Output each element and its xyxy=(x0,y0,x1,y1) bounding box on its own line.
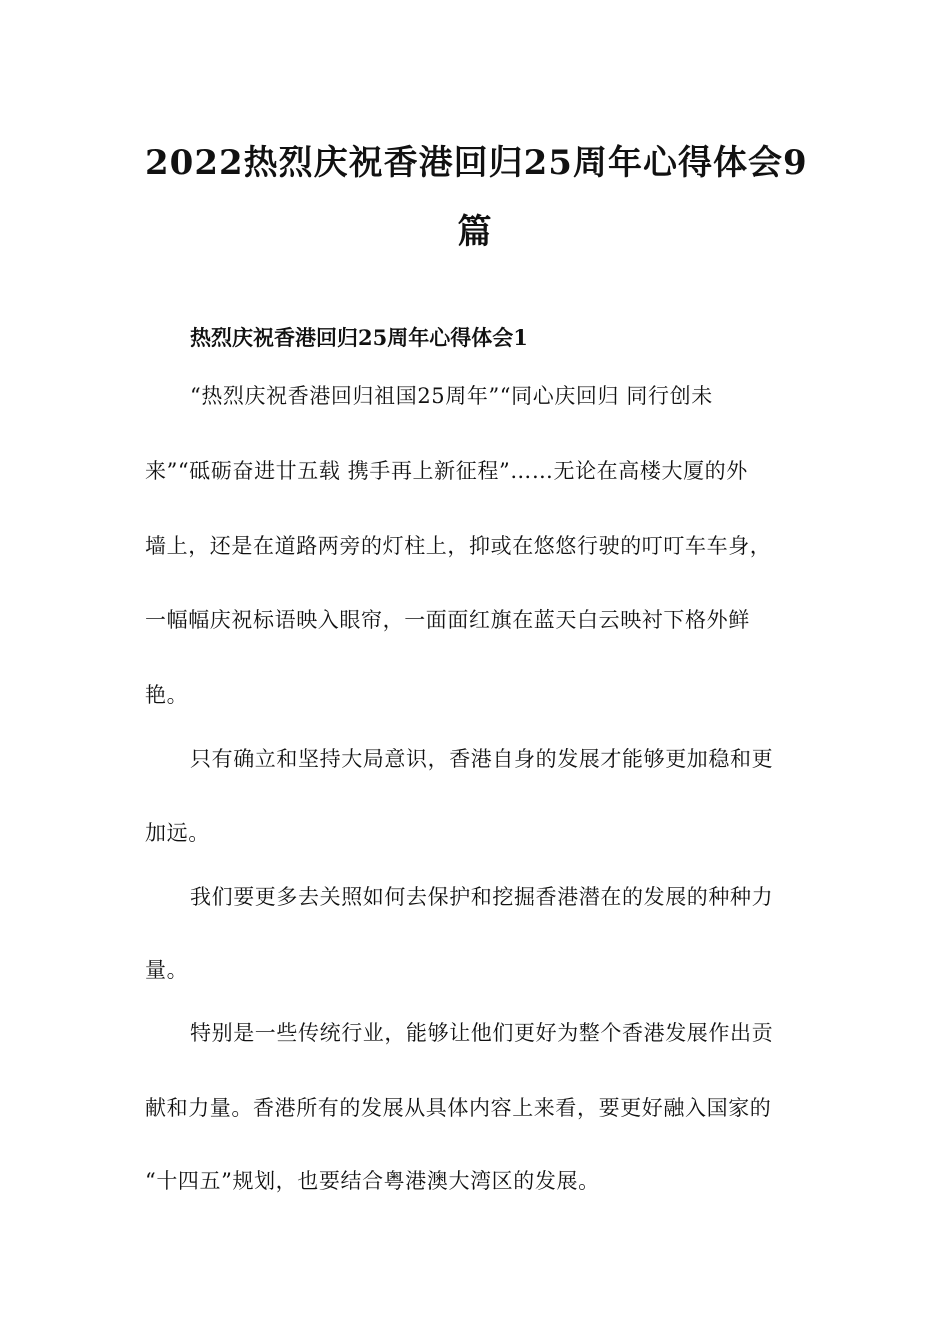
paragraph-1-line-4: 一幅幅庆祝标语映入眼帘，一面面红旗在蓝天白云映衬下格外鲜 xyxy=(145,608,750,632)
paragraph-1-line-5: 艳。 xyxy=(145,683,189,707)
paragraph-1-line-3: 墙上，还是在道路两旁的灯柱上，抑或在悠悠行驶的叮叮车车身， xyxy=(145,534,772,558)
paragraph-1-line-2: 来”“砥砺奋进廿五载 携手再上新征程”……无论在高楼大厦的外 xyxy=(145,459,748,483)
document-title-line-2: 篇 xyxy=(457,212,493,252)
paragraph-2-line-1: 只有确立和坚持大局意识，香港自身的发展才能够更加稳和更 xyxy=(190,747,774,771)
paragraph-4-line-1: 特别是一些传统行业，能够让他们更好为整个香港发展作出贡 xyxy=(190,1021,774,1045)
paragraph-3-line-2: 量。 xyxy=(145,958,189,982)
paragraph-4-line-2: 献和力量。香港所有的发展从具体内容上来看，要更好融入国家的 xyxy=(145,1096,772,1120)
document-title-line-1: 2022热烈庆祝香港回归25周年心得体会9 xyxy=(145,143,808,183)
paragraph-1-line-1: “热烈庆祝香港回归祖国25周年”“同心庆回归 同行创未 xyxy=(190,384,713,408)
section-heading: 热烈庆祝香港回归25周年心得体会1 xyxy=(190,325,528,350)
paragraph-3-line-1: 我们要更多去关照如何去保护和挖掘香港潜在的发展的种种力 xyxy=(190,885,774,909)
paragraph-4-line-3: “十四五”规划，也要结合粤港澳大湾区的发展。 xyxy=(145,1169,600,1193)
paragraph-2-line-2: 加远。 xyxy=(145,821,210,845)
